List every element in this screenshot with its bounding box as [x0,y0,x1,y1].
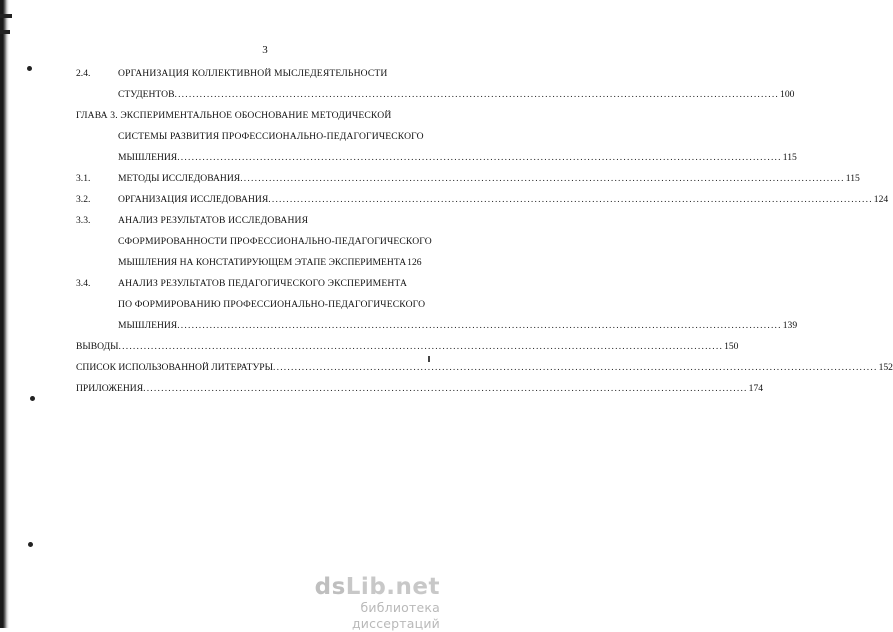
toc-entry-title: ОРГАНИЗАЦИЯ КОЛЛЕКТИВНОЙ МЫСЛЕДЕЯТЕЛЬНОСТИ [118,68,388,79]
toc-entry-title: ПРИЛОЖЕНИЯ [76,383,144,394]
watermark-brand-rest: Lib.net [345,574,440,600]
toc-leader-dots: ........................................................................................................................................................................ [118,341,724,352]
toc-entry-title-end: МЫШЛЕНИЯ НА КОНСТАТИРУЮЩЕМ ЭТАПЕ ЭКСПЕРИМЕНТА [118,257,407,268]
toc-leader-dots: ........................................................................................................................................................................ [268,194,873,205]
toc-page-number: 126 [407,257,422,268]
toc-leader-dots: ........................................................................................................................................................................ [143,383,748,394]
toc-entry-last-line [118,152,797,164]
toc-entry-last-line [118,89,795,101]
dslib-watermark[interactable] [270,574,440,632]
watermark-subtitle: библиотека диссертаций [351,600,440,631]
toc-entry-line [76,341,739,353]
toc-page-number: 152 [878,362,893,373]
toc-entry-title-end: СТУДЕНТОВ [118,89,175,100]
toc-entry-title-end: МЫШЛЕНИЯ [118,320,178,331]
toc-entry-line [76,362,893,374]
toc-page-number: 124 [873,194,889,205]
toc-chapter-title-cont: СИСТЕМЫ РАЗВИТИЯ ПРОФЕССИОНАЛЬНО-ПЕДАГОГИЧЕСКОГО [118,131,424,142]
toc-page-number: 100 [780,89,795,100]
toc-entry-title-cont: ПО ФОРМИРОВАНИЮ ПРОФЕССИОНАЛЬНО-ПЕДАГОГИЧЕСКОГО [118,299,426,310]
toc-leader-dots: ........................................................................................................................................................................ [174,89,780,100]
toc-entry-line [118,194,889,206]
toc-entry-line [76,383,764,395]
toc-leader-dots: ........................................................................................................................................................................ [273,362,878,373]
toc-page-number: 139 [782,320,798,331]
page-number: 3 [262,44,268,56]
toc-entry-title: МЕТОДЫ ИССЛЕДОВАНИЯ [118,173,241,184]
toc-section-number: 3.4. [76,278,91,289]
toc-page-number: 150 [724,341,739,352]
toc-entry-title: ВЫВОДЫ [76,341,119,352]
toc-leader-dots: ........................................................................................................................................................................ [177,320,782,331]
toc-entry-title: ОРГАНИЗАЦИЯ ИССЛЕДОВАНИЯ [118,194,269,205]
toc-entry-title-cont: СФОРМИРОВАННОСТИ ПРОФЕССИОНАЛЬНО-ПЕДАГОГИЧЕСКОГО [118,236,432,247]
toc-entry-title: СПИСОК ИСПОЛЬЗОВАННОЙ ЛИТЕРАТУРЫ [76,362,274,373]
toc-entry-last-line [118,257,422,269]
toc-section-number: 3.3. [76,215,91,226]
toc-section-number: 2.4. [76,68,91,79]
toc-section-number: 3.1. [76,173,91,184]
toc-page-number: 174 [748,383,764,394]
toc-entry-line [118,173,860,185]
watermark-brand-prefix: ds [314,574,346,600]
toc-chapter-title: ГЛАВА 3. ЭКСПЕРИМЕНТАЛЬНОЕ ОБОСНОВАНИЕ МЕТОДИЧЕСКОЙ [76,110,392,121]
toc-entry-title: АНАЛИЗ РЕЗУЛЬТАТОВ ИССЛЕДОВАНИЯ [118,215,309,226]
toc-leader-dots: ........................................................................................................................................................................ [240,173,845,184]
toc-page-number: 115 [845,173,860,184]
toc-leader-dots: ........................................................................................................................................................................ [177,152,782,163]
toc-entry-last-line [118,320,798,332]
toc-entry-title: АНАЛИЗ РЕЗУЛЬТАТОВ ПЕДАГОГИЧЕСКОГО ЭКСПЕРИМЕНТА [118,278,408,289]
toc-section-number: 3.2. [76,194,91,205]
toc-page-number: 115 [782,152,797,163]
toc-entry-title-end: МЫШЛЕНИЯ [118,152,178,163]
watermark-brand [270,574,440,600]
